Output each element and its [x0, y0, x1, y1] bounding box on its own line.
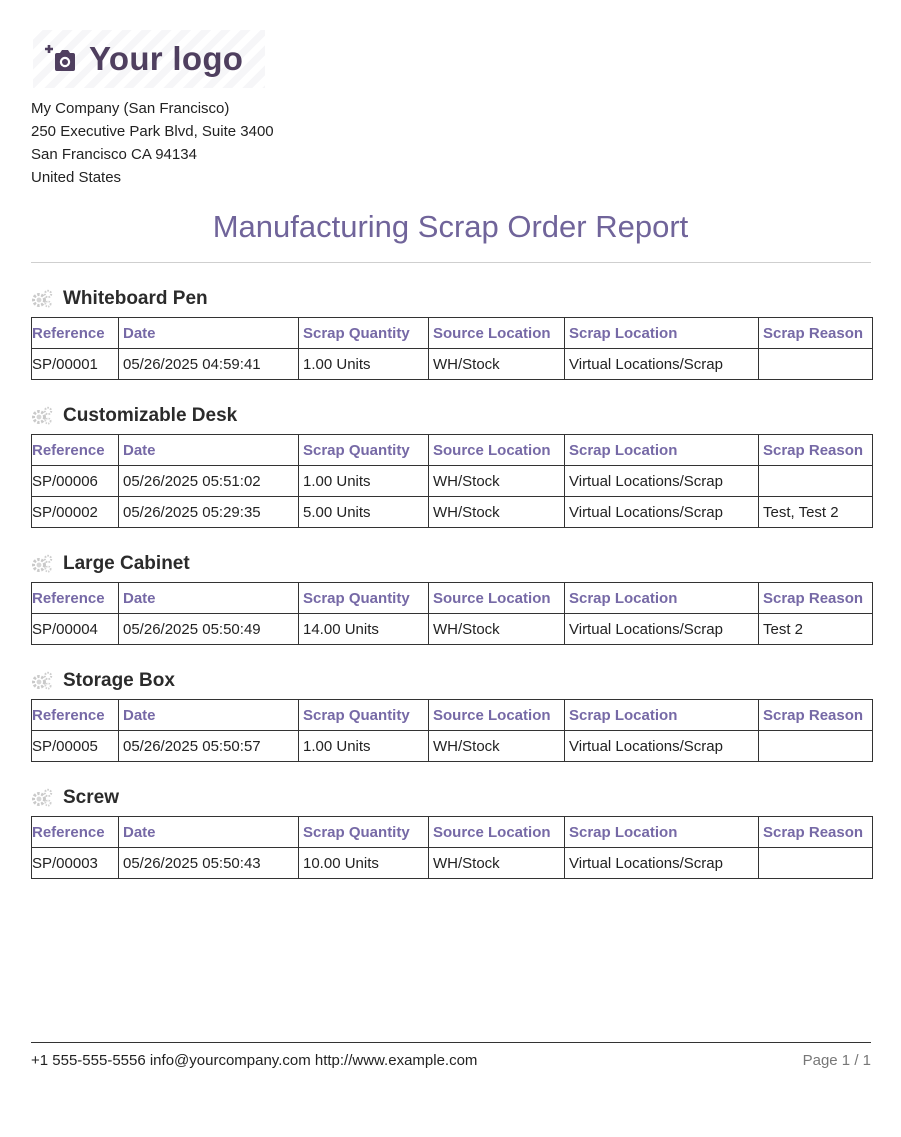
- scrap-table: [31, 816, 873, 879]
- product-section: [31, 400, 872, 528]
- product-name: Screw: [63, 786, 119, 808]
- table-header-row: [32, 583, 873, 614]
- table-cell: [759, 349, 873, 380]
- table-cell: Virtual Locations/Scrap: [565, 497, 759, 528]
- table-cell: Virtual Locations/Scrap: [565, 466, 759, 497]
- table-cell: 05/26/2025 05:29:35: [119, 497, 299, 528]
- footer-divider: [31, 1042, 871, 1043]
- table-cell: Virtual Locations/Scrap: [565, 731, 759, 762]
- table-header-row: [32, 318, 873, 349]
- table-cell: 10.00 Units: [299, 848, 429, 879]
- column-header: Date: [119, 435, 299, 466]
- table-cell: [759, 731, 873, 762]
- product-name: Storage Box: [63, 669, 175, 691]
- gears-icon: [31, 788, 53, 808]
- product-section: [31, 283, 872, 380]
- table-cell: 05/26/2025 05:50:49: [119, 614, 299, 645]
- scrap-table: [31, 317, 873, 380]
- section-header: [31, 548, 872, 579]
- column-header: Source Location: [429, 318, 565, 349]
- column-header: Source Location: [429, 583, 565, 614]
- address-line: 250 Executive Park Blvd, Suite 3400: [31, 123, 274, 140]
- table-cell: [759, 848, 873, 879]
- table-header-row: [32, 817, 873, 848]
- table-cell: Virtual Locations/Scrap: [565, 614, 759, 645]
- table-row: [32, 731, 873, 762]
- column-header: Date: [119, 817, 299, 848]
- table-cell: 1.00 Units: [299, 349, 429, 380]
- table-cell: SP/00002: [32, 497, 119, 528]
- table-cell: SP/00005: [32, 731, 119, 762]
- scrap-sections: [31, 283, 872, 899]
- scrap-table: [31, 699, 873, 762]
- table-cell: WH/Stock: [429, 349, 565, 380]
- column-header: Scrap Quantity: [299, 583, 429, 614]
- gears-icon: [31, 554, 53, 574]
- column-header: Source Location: [429, 700, 565, 731]
- table-header-row: [32, 700, 873, 731]
- table-cell: WH/Stock: [429, 497, 565, 528]
- title-divider: [31, 262, 871, 263]
- table-cell: 14.00 Units: [299, 614, 429, 645]
- address-line: My Company (San Francisco): [31, 100, 230, 117]
- table-cell: 1.00 Units: [299, 466, 429, 497]
- column-header: Scrap Reason: [759, 583, 873, 614]
- address-line: United States: [31, 169, 122, 186]
- product-name: Whiteboard Pen: [63, 287, 208, 309]
- column-header: Reference: [32, 318, 119, 349]
- table-cell: 05/26/2025 05:50:43: [119, 848, 299, 879]
- logo-text: Your logo: [89, 40, 244, 77]
- table-cell: SP/00001: [32, 349, 119, 380]
- column-header: Reference: [32, 435, 119, 466]
- column-header: Date: [119, 318, 299, 349]
- table-row: [32, 466, 873, 497]
- table-header-row: [32, 435, 873, 466]
- section-header: [31, 782, 872, 813]
- column-header: Scrap Quantity: [299, 435, 429, 466]
- table-cell: WH/Stock: [429, 466, 565, 497]
- column-header: Scrap Reason: [759, 435, 873, 466]
- table-row: [32, 848, 873, 879]
- table-cell: 05/26/2025 05:50:57: [119, 731, 299, 762]
- table-cell: SP/00003: [32, 848, 119, 879]
- table-cell: [759, 466, 873, 497]
- column-header: Scrap Location: [565, 435, 759, 466]
- product-name: Customizable Desk: [63, 404, 238, 426]
- table-cell: Virtual Locations/Scrap: [565, 848, 759, 879]
- product-name: Large Cabinet: [63, 552, 190, 574]
- column-header: Source Location: [429, 817, 565, 848]
- column-header: Reference: [32, 817, 119, 848]
- column-header: Reference: [32, 700, 119, 731]
- page-number: Page 1 / 1: [802, 1052, 871, 1069]
- table-cell: Virtual Locations/Scrap: [565, 349, 759, 380]
- scrap-table: [31, 582, 873, 645]
- report-title: Manufacturing Scrap Order Report: [212, 209, 689, 244]
- table-row: [32, 349, 873, 380]
- gears-icon: [31, 289, 53, 309]
- footer-contact: +1 555-555-5556 info@yourcompany.com http://www.example.com: [31, 1052, 478, 1069]
- column-header: Scrap Location: [565, 817, 759, 848]
- camera-plus-icon: [45, 42, 79, 76]
- table-cell: Test 2: [759, 614, 873, 645]
- table-cell: 05/26/2025 05:51:02: [119, 466, 299, 497]
- section-header: [31, 400, 872, 431]
- address-line: San Francisco CA 94134: [31, 146, 197, 163]
- section-header: [31, 665, 872, 696]
- column-header: Scrap Quantity: [299, 318, 429, 349]
- column-header: Reference: [32, 583, 119, 614]
- gears-icon: [31, 406, 53, 426]
- product-section: [31, 782, 872, 879]
- column-header: Scrap Reason: [759, 318, 873, 349]
- table-cell: Test, Test 2: [759, 497, 873, 528]
- company-address: [31, 97, 274, 189]
- table-cell: WH/Stock: [429, 848, 565, 879]
- table-cell: 5.00 Units: [299, 497, 429, 528]
- column-header: Scrap Location: [565, 318, 759, 349]
- scrap-table: [31, 434, 873, 528]
- column-header: Scrap Location: [565, 583, 759, 614]
- column-header: Date: [119, 583, 299, 614]
- column-header: Source Location: [429, 435, 565, 466]
- column-header: Scrap Quantity: [299, 700, 429, 731]
- section-header: [31, 283, 872, 314]
- product-section: [31, 548, 872, 645]
- gears-icon: [31, 671, 53, 691]
- column-header: Scrap Reason: [759, 817, 873, 848]
- table-cell: SP/00004: [32, 614, 119, 645]
- table-cell: SP/00006: [32, 466, 119, 497]
- table-row: [32, 497, 873, 528]
- table-cell: WH/Stock: [429, 614, 565, 645]
- table-cell: WH/Stock: [429, 731, 565, 762]
- product-section: [31, 665, 872, 762]
- column-header: Scrap Reason: [759, 700, 873, 731]
- column-header: Scrap Location: [565, 700, 759, 731]
- table-row: [32, 614, 873, 645]
- column-header: Scrap Quantity: [299, 817, 429, 848]
- table-cell: 05/26/2025 04:59:41: [119, 349, 299, 380]
- company-logo: [33, 30, 265, 88]
- column-header: Date: [119, 700, 299, 731]
- table-cell: 1.00 Units: [299, 731, 429, 762]
